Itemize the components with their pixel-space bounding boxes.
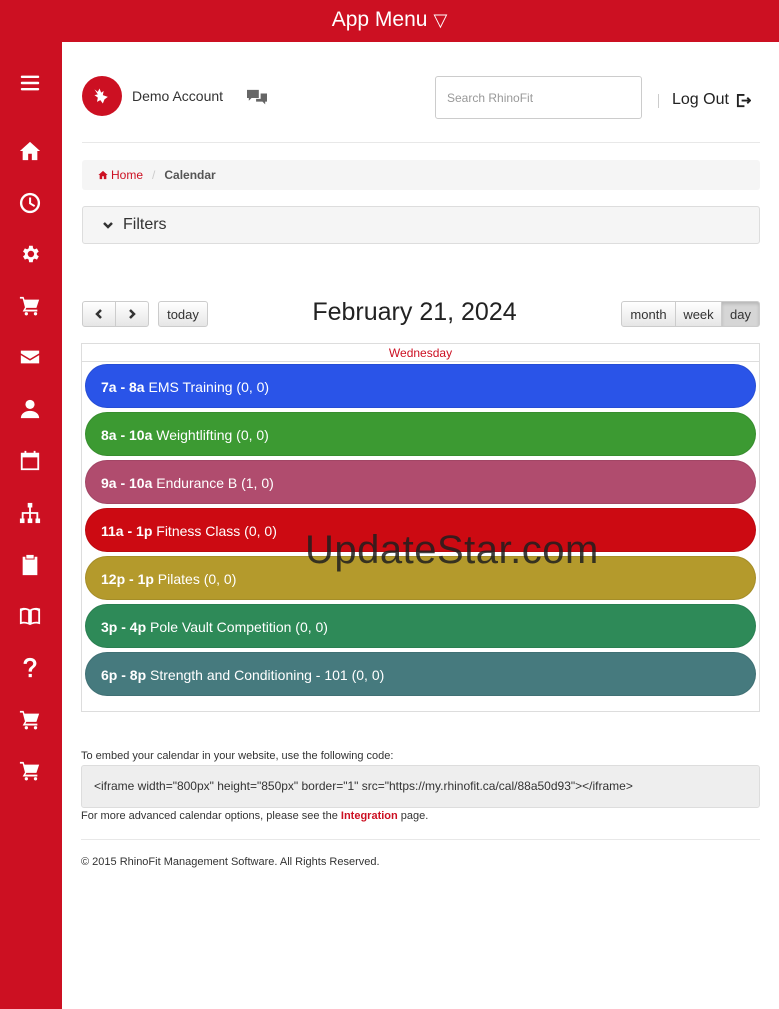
menu-icon[interactable] — [17, 70, 43, 96]
header — [62, 42, 779, 142]
clipboard-icon[interactable] — [17, 552, 43, 578]
cart-icon[interactable] — [17, 758, 43, 784]
calendar-event[interactable] — [85, 556, 756, 600]
event-title: Pole Vault Competition (0, 0) — [150, 619, 328, 635]
sidebar — [0, 42, 62, 1009]
event-time: 7a - 8a — [101, 379, 145, 395]
embed-more-prefix: For more advanced calendar options, please see the — [81, 810, 341, 822]
cart-icon[interactable] — [17, 707, 43, 733]
event-time: 6p - 8p — [101, 667, 147, 683]
search-input[interactable] — [435, 76, 642, 119]
avatar[interactable] — [82, 76, 122, 116]
breadcrumb-home-label: Home — [111, 168, 144, 182]
app-menu-bar[interactable] — [0, 0, 779, 42]
event-time: 3p - 4p — [101, 619, 147, 635]
event-title: Strength and Conditioning - 101 (0, 0) — [150, 667, 385, 683]
calendar-event[interactable] — [85, 364, 756, 408]
sitemap-icon[interactable] — [17, 500, 43, 526]
breadcrumb-home-link[interactable] — [98, 160, 143, 190]
calendar-event[interactable] — [85, 508, 756, 552]
home-icon[interactable] — [17, 138, 43, 164]
divider — [658, 94, 659, 108]
integration-link[interactable]: Integration — [340, 810, 398, 822]
calendar-event[interactable] — [85, 652, 756, 696]
event-title: Fitness Class (0, 0) — [156, 523, 277, 539]
calendar-event[interactable] — [85, 604, 756, 648]
home-icon — [98, 170, 108, 180]
event-title: EMS Training (0, 0) — [148, 379, 270, 395]
event-time: 8a - 10a — [101, 427, 153, 443]
calendar-icon[interactable] — [17, 448, 43, 474]
cart-icon[interactable] — [17, 293, 43, 319]
gear-icon[interactable] — [17, 241, 43, 267]
event-title: Weightlifting (0, 0) — [156, 427, 269, 443]
breadcrumb-separator: / — [152, 168, 156, 182]
next-button[interactable] — [115, 301, 149, 327]
watermark: UpdateStar.com — [305, 528, 599, 572]
calendar-event[interactable] — [85, 460, 756, 504]
day-header: Wednesday — [82, 344, 759, 362]
copyright: © 2015 RhinoFit Management Software. All Rights Reserved. — [81, 856, 380, 868]
app-menu-label: App Menu — [331, 8, 428, 31]
embed-more-text — [81, 810, 428, 822]
chevron-down-icon: ▽ — [433, 10, 448, 30]
chevron-left-icon — [94, 309, 104, 319]
book-icon[interactable] — [17, 603, 43, 629]
calendar-event[interactable] — [85, 412, 756, 456]
chevron-right-icon — [127, 309, 137, 319]
question-icon[interactable] — [17, 655, 43, 681]
view-month-button[interactable]: month — [621, 301, 676, 327]
event-title: Endurance B (1, 0) — [156, 475, 274, 491]
event-time: 9a - 10a — [101, 475, 153, 491]
embed-code-field[interactable]: <iframe width="800px" height="850px" border="1" src="https://my.rhinofit.ca/cal/88a50d93"></iframe> — [81, 765, 760, 808]
user-icon[interactable] — [17, 396, 43, 422]
chevron-down-icon — [103, 220, 113, 230]
main-content — [62, 42, 779, 1009]
event-title: Pilates (0, 0) — [157, 571, 237, 587]
event-time: 11a - 1p — [101, 523, 153, 539]
filters-label: Filters — [123, 216, 167, 233]
calendar-title: February 21, 2024 — [312, 298, 517, 326]
view-week-button[interactable]: week — [675, 301, 722, 327]
clock-icon[interactable] — [17, 190, 43, 216]
envelope-icon[interactable] — [17, 344, 43, 370]
prev-button[interactable] — [82, 301, 116, 327]
filters-toggle[interactable] — [82, 206, 760, 244]
breadcrumb — [82, 160, 760, 190]
event-time: 12p - 1p — [101, 571, 154, 587]
sign-out-icon — [736, 93, 751, 108]
embed-more-suffix: page. — [397, 810, 429, 822]
logout-button[interactable] — [672, 91, 751, 109]
divider — [82, 142, 760, 143]
today-button[interactable]: today — [158, 301, 208, 327]
view-day-button[interactable]: day — [721, 301, 760, 327]
rhino-logo-icon — [92, 86, 112, 106]
logout-label: Log Out — [672, 91, 729, 108]
account-name[interactable]: Demo Account — [132, 88, 224, 104]
divider — [81, 839, 760, 840]
breadcrumb-current: Calendar — [164, 168, 216, 182]
chat-icon[interactable] — [246, 88, 268, 108]
calendar-day-view — [81, 343, 760, 712]
embed-label: To embed your calendar in your website, use the following code: — [81, 750, 394, 762]
